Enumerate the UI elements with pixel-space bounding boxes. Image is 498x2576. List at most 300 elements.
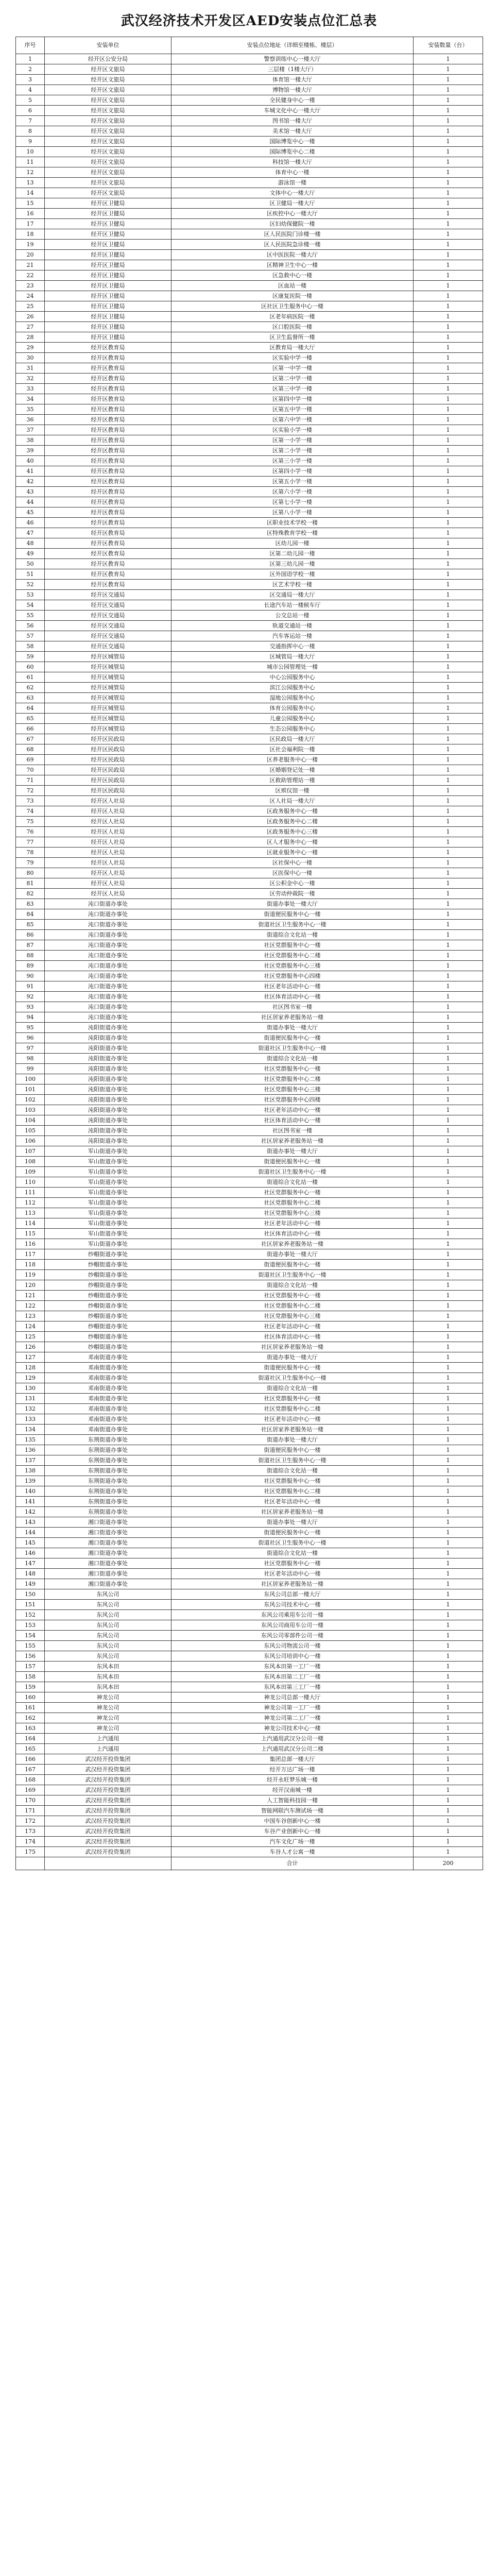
cell-install-unit: 沌阳街道办事处 bbox=[45, 1105, 171, 1115]
total-label: 合计 bbox=[171, 1857, 414, 1870]
cell-install-quantity: 1 bbox=[414, 1383, 483, 1394]
cell-index: 27 bbox=[16, 322, 45, 332]
cell-install-unit: 经开区教育局 bbox=[45, 549, 171, 559]
cell-install-address: 社区居家养老服务站一楼 bbox=[171, 1136, 414, 1146]
cell-install-address: 中国车谷创新中心一楼 bbox=[171, 1816, 414, 1826]
table-row bbox=[16, 1188, 483, 1198]
cell-install-quantity: 1 bbox=[414, 1620, 483, 1631]
cell-install-quantity: 1 bbox=[414, 1548, 483, 1558]
cell-install-unit: 邓南街道办事处 bbox=[45, 1404, 171, 1414]
cell-install-address: 社区体育活动中心一楼 bbox=[171, 1332, 414, 1342]
cell-index: 157 bbox=[16, 1662, 45, 1672]
table-row bbox=[16, 621, 483, 631]
cell-install-unit: 军山街道办事处 bbox=[45, 1218, 171, 1229]
cell-index: 81 bbox=[16, 878, 45, 889]
cell-install-unit: 沌口街道办事处 bbox=[45, 992, 171, 1002]
cell-install-unit: 东荆街道办事处 bbox=[45, 1445, 171, 1455]
cell-index: 38 bbox=[16, 435, 45, 446]
cell-install-quantity: 1 bbox=[414, 1466, 483, 1476]
cell-install-unit: 经开区教育局 bbox=[45, 404, 171, 415]
total-value: 200 bbox=[414, 1857, 483, 1870]
cell-index: 72 bbox=[16, 786, 45, 796]
cell-index: 32 bbox=[16, 374, 45, 384]
cell-index: 19 bbox=[16, 240, 45, 250]
cell-install-quantity: 1 bbox=[414, 1126, 483, 1136]
cell-install-address: 美术馆一楼大厅 bbox=[171, 126, 414, 137]
cell-index: 149 bbox=[16, 1579, 45, 1589]
table-row bbox=[16, 1734, 483, 1744]
cell-install-quantity: 1 bbox=[414, 384, 483, 394]
cell-install-unit: 沌口街道办事处 bbox=[45, 909, 171, 920]
cell-install-unit: 经开区文旅局 bbox=[45, 126, 171, 137]
cell-install-address: 街道办事处一楼大厅 bbox=[171, 1023, 414, 1033]
cell-install-address: 智能网联汽车测试场一楼 bbox=[171, 1806, 414, 1816]
cell-install-quantity: 1 bbox=[414, 137, 483, 147]
cell-index: 55 bbox=[16, 611, 45, 621]
cell-install-quantity: 1 bbox=[414, 1188, 483, 1198]
cell-install-address: 儿童公园服务中心 bbox=[171, 714, 414, 724]
cell-install-address: 区妇幼保健院一楼 bbox=[171, 219, 414, 229]
table-row bbox=[16, 384, 483, 394]
cell-index: 4 bbox=[16, 85, 45, 95]
cell-install-quantity: 1 bbox=[414, 250, 483, 260]
table-row bbox=[16, 1126, 483, 1136]
table-row bbox=[16, 219, 483, 229]
cell-index: 164 bbox=[16, 1734, 45, 1744]
table-row bbox=[16, 765, 483, 775]
cell-install-quantity: 1 bbox=[414, 703, 483, 714]
cell-install-address: 社区居家养老服务站一楼 bbox=[171, 1507, 414, 1517]
cell-install-quantity: 1 bbox=[414, 1054, 483, 1064]
cell-install-address: 区第六中学一楼 bbox=[171, 415, 414, 425]
table-row bbox=[16, 64, 483, 75]
cell-install-address: 社区党群服务中心二楼 bbox=[171, 1301, 414, 1311]
cell-install-quantity: 1 bbox=[414, 1476, 483, 1486]
table-row bbox=[16, 240, 483, 250]
cell-install-quantity: 1 bbox=[414, 1723, 483, 1734]
cell-install-address: 街道便民服务中心一楼 bbox=[171, 1033, 414, 1043]
cell-install-unit: 军山街道办事处 bbox=[45, 1188, 171, 1198]
table-row bbox=[16, 1847, 483, 1857]
cell-install-address: 街道社区卫生服务中心一楼 bbox=[171, 1455, 414, 1466]
cell-install-unit: 东风公司 bbox=[45, 1641, 171, 1651]
cell-install-address: 街道综合文化站一楼 bbox=[171, 1383, 414, 1394]
cell-install-unit: 东荆街道办事处 bbox=[45, 1486, 171, 1497]
cell-index: 100 bbox=[16, 1074, 45, 1084]
table-row bbox=[16, 456, 483, 466]
cell-install-quantity: 1 bbox=[414, 1744, 483, 1754]
cell-install-unit: 东风公司 bbox=[45, 1620, 171, 1631]
table-row bbox=[16, 662, 483, 672]
table-row bbox=[16, 281, 483, 291]
cell-install-address: 社区老年活动中心一楼 bbox=[171, 1497, 414, 1507]
cell-install-address: 区社会福利院一楼 bbox=[171, 744, 414, 755]
table-row bbox=[16, 1177, 483, 1188]
table-row bbox=[16, 1610, 483, 1620]
cell-index: 121 bbox=[16, 1291, 45, 1301]
cell-install-unit: 沌阳街道办事处 bbox=[45, 1023, 171, 1033]
cell-index: 57 bbox=[16, 631, 45, 641]
cell-install-unit: 纱帽街道办事处 bbox=[45, 1260, 171, 1270]
cell-install-unit: 经开区人社局 bbox=[45, 858, 171, 868]
cell-install-unit: 经开区卫健局 bbox=[45, 250, 171, 260]
cell-install-quantity: 1 bbox=[414, 1105, 483, 1115]
table-row bbox=[16, 930, 483, 940]
cell-index: 175 bbox=[16, 1847, 45, 1857]
cell-install-unit: 经开区教育局 bbox=[45, 507, 171, 518]
cell-install-quantity: 1 bbox=[414, 538, 483, 549]
cell-index: 71 bbox=[16, 775, 45, 786]
cell-install-quantity: 1 bbox=[414, 971, 483, 981]
cell-install-unit: 邓南街道办事处 bbox=[45, 1394, 171, 1404]
cell-install-quantity: 1 bbox=[414, 1280, 483, 1291]
cell-index: 25 bbox=[16, 301, 45, 312]
table-row bbox=[16, 868, 483, 878]
cell-install-address: 区第三中学一楼 bbox=[171, 384, 414, 394]
cell-install-unit: 经开区民政局 bbox=[45, 734, 171, 744]
cell-index: 70 bbox=[16, 765, 45, 775]
cell-install-unit: 经开区文旅局 bbox=[45, 178, 171, 188]
table-total-row bbox=[16, 1857, 483, 1870]
cell-install-address: 区第二中学一楼 bbox=[171, 374, 414, 384]
table-row bbox=[16, 734, 483, 744]
cell-index: 73 bbox=[16, 796, 45, 806]
table-row bbox=[16, 1631, 483, 1641]
cell-install-quantity: 1 bbox=[414, 322, 483, 332]
table-row bbox=[16, 858, 483, 868]
cell-install-address: 东风公司零部件公司一楼 bbox=[171, 1631, 414, 1641]
cell-index: 173 bbox=[16, 1826, 45, 1837]
cell-index: 92 bbox=[16, 992, 45, 1002]
total-blank-cell bbox=[16, 1857, 45, 1870]
cell-install-unit: 武汉经开投资集团 bbox=[45, 1816, 171, 1826]
cell-install-unit: 经开区卫健局 bbox=[45, 240, 171, 250]
table-row bbox=[16, 343, 483, 353]
cell-install-unit: 沌口街道办事处 bbox=[45, 920, 171, 930]
cell-install-quantity: 1 bbox=[414, 755, 483, 765]
cell-install-quantity: 1 bbox=[414, 786, 483, 796]
table-row bbox=[16, 1795, 483, 1806]
table-row bbox=[16, 1352, 483, 1363]
cell-index: 140 bbox=[16, 1486, 45, 1497]
cell-install-unit: 纱帽街道办事处 bbox=[45, 1291, 171, 1301]
table-row bbox=[16, 1023, 483, 1033]
cell-index: 64 bbox=[16, 703, 45, 714]
cell-install-unit: 经开区卫健局 bbox=[45, 229, 171, 240]
cell-install-quantity: 1 bbox=[414, 466, 483, 477]
cell-install-quantity: 1 bbox=[414, 1033, 483, 1043]
table-row bbox=[16, 363, 483, 374]
cell-install-quantity: 1 bbox=[414, 312, 483, 322]
cell-install-quantity: 1 bbox=[414, 435, 483, 446]
cell-install-quantity: 1 bbox=[414, 1703, 483, 1713]
table-row bbox=[16, 157, 483, 167]
cell-install-unit: 东荆街道办事处 bbox=[45, 1455, 171, 1466]
cell-install-address: 社区党群服务中心三楼 bbox=[171, 961, 414, 971]
cell-index: 26 bbox=[16, 312, 45, 322]
cell-install-quantity: 1 bbox=[414, 64, 483, 75]
cell-index: 37 bbox=[16, 425, 45, 435]
cell-install-address: 体育馆一楼大厅 bbox=[171, 75, 414, 85]
cell-install-quantity: 1 bbox=[414, 1538, 483, 1548]
cell-install-unit: 神龙公司 bbox=[45, 1692, 171, 1703]
cell-install-quantity: 1 bbox=[414, 198, 483, 209]
cell-index: 29 bbox=[16, 343, 45, 353]
cell-index: 154 bbox=[16, 1631, 45, 1641]
cell-index: 127 bbox=[16, 1352, 45, 1363]
cell-install-quantity: 1 bbox=[414, 1579, 483, 1589]
cell-install-address: 上汽通用武汉分公司二楼 bbox=[171, 1744, 414, 1754]
cell-install-quantity: 1 bbox=[414, 497, 483, 507]
cell-index: 125 bbox=[16, 1332, 45, 1342]
table-row bbox=[16, 1765, 483, 1775]
cell-install-address: 街道社区卫生服务中心一楼 bbox=[171, 920, 414, 930]
table-row bbox=[16, 549, 483, 559]
cell-install-address: 区教育局一楼大厅 bbox=[171, 343, 414, 353]
cell-index: 114 bbox=[16, 1218, 45, 1229]
cell-install-quantity: 1 bbox=[414, 1260, 483, 1270]
table-row bbox=[16, 1558, 483, 1569]
cell-install-unit: 经开区文旅局 bbox=[45, 64, 171, 75]
table-row bbox=[16, 1744, 483, 1754]
table-row bbox=[16, 1218, 483, 1229]
table-row bbox=[16, 415, 483, 425]
cell-install-address: 社区居家养老服务站一楼 bbox=[171, 1579, 414, 1589]
cell-install-quantity: 1 bbox=[414, 631, 483, 641]
cell-install-unit: 武汉经开投资集团 bbox=[45, 1785, 171, 1795]
cell-install-unit: 沌阳街道办事处 bbox=[45, 1084, 171, 1095]
cell-install-quantity: 1 bbox=[414, 1826, 483, 1837]
cell-install-address: 三层楼（1楼大厅） bbox=[171, 64, 414, 75]
aed-summary-table bbox=[15, 37, 483, 1870]
cell-install-address: 区殡仪馆一楼 bbox=[171, 786, 414, 796]
cell-install-unit: 沌口街道办事处 bbox=[45, 1002, 171, 1012]
cell-install-address: 街道便民服务中心一楼 bbox=[171, 1363, 414, 1373]
cell-install-unit: 神龙公司 bbox=[45, 1713, 171, 1723]
cell-install-address: 车城文化中心一楼大厅 bbox=[171, 106, 414, 116]
cell-install-address: 街道综合文化站一楼 bbox=[171, 1054, 414, 1064]
cell-index: 62 bbox=[16, 683, 45, 693]
cell-install-address: 神龙公司技术中心一楼 bbox=[171, 1723, 414, 1734]
cell-index: 137 bbox=[16, 1455, 45, 1466]
cell-index: 51 bbox=[16, 569, 45, 580]
cell-install-unit: 邓南街道办事处 bbox=[45, 1363, 171, 1373]
cell-install-address: 区老年病医院一楼 bbox=[171, 312, 414, 322]
cell-index: 136 bbox=[16, 1445, 45, 1455]
cell-install-unit: 经开区教育局 bbox=[45, 487, 171, 497]
header-install-unit: 安装单位 bbox=[45, 37, 171, 54]
cell-install-address: 体育中心一楼 bbox=[171, 167, 414, 178]
cell-index: 163 bbox=[16, 1723, 45, 1734]
cell-install-address: 区人社局一楼大厅 bbox=[171, 796, 414, 806]
cell-install-unit: 上汽通用 bbox=[45, 1734, 171, 1744]
table-row bbox=[16, 1383, 483, 1394]
cell-install-address: 区人民医院急诊楼一楼 bbox=[171, 240, 414, 250]
table-row bbox=[16, 1002, 483, 1012]
cell-install-address: 社区老年活动中心一楼 bbox=[171, 1321, 414, 1332]
cell-index: 50 bbox=[16, 559, 45, 569]
table-row bbox=[16, 1095, 483, 1105]
cell-install-address: 社区党群服务中心二楼 bbox=[171, 1074, 414, 1084]
cell-install-unit: 经开区卫健局 bbox=[45, 219, 171, 229]
cell-install-quantity: 1 bbox=[414, 167, 483, 178]
table-row bbox=[16, 1105, 483, 1115]
cell-index: 104 bbox=[16, 1115, 45, 1126]
cell-install-quantity: 1 bbox=[414, 1847, 483, 1857]
cell-index: 159 bbox=[16, 1682, 45, 1692]
cell-index: 129 bbox=[16, 1373, 45, 1383]
cell-install-unit: 纱帽街道办事处 bbox=[45, 1332, 171, 1342]
cell-install-address: 社区党群服务中心一楼 bbox=[171, 940, 414, 951]
cell-install-quantity: 1 bbox=[414, 456, 483, 466]
cell-install-quantity: 1 bbox=[414, 1146, 483, 1157]
cell-install-address: 区第五小学一楼 bbox=[171, 477, 414, 487]
table-row bbox=[16, 899, 483, 909]
cell-install-address: 区疾控中心一楼大厅 bbox=[171, 209, 414, 219]
cell-install-address: 区第七小学一楼 bbox=[171, 497, 414, 507]
cell-install-address: 街道社区卫生服务中心一楼 bbox=[171, 1043, 414, 1054]
cell-install-unit: 经开区教育局 bbox=[45, 425, 171, 435]
cell-install-address: 区政务服务中心二楼 bbox=[171, 817, 414, 827]
table-row bbox=[16, 1435, 483, 1445]
cell-index: 66 bbox=[16, 724, 45, 734]
table-row bbox=[16, 188, 483, 198]
table-row bbox=[16, 744, 483, 755]
table-row bbox=[16, 1373, 483, 1383]
cell-install-address: 社区党群服务中心三楼 bbox=[171, 1208, 414, 1218]
table-row bbox=[16, 1270, 483, 1280]
cell-install-unit: 东荆街道办事处 bbox=[45, 1435, 171, 1445]
cell-index: 88 bbox=[16, 951, 45, 961]
cell-index: 85 bbox=[16, 920, 45, 930]
cell-index: 93 bbox=[16, 1002, 45, 1012]
cell-install-quantity: 1 bbox=[414, 518, 483, 528]
cell-install-unit: 经开区文旅局 bbox=[45, 116, 171, 126]
cell-install-unit: 经开区城管局 bbox=[45, 724, 171, 734]
table-row bbox=[16, 1414, 483, 1425]
cell-index: 144 bbox=[16, 1528, 45, 1538]
cell-install-quantity: 1 bbox=[414, 85, 483, 95]
cell-index: 134 bbox=[16, 1425, 45, 1435]
cell-install-unit: 经开区教育局 bbox=[45, 559, 171, 569]
table-row bbox=[16, 1826, 483, 1837]
cell-install-unit: 经开区城管局 bbox=[45, 672, 171, 683]
table-row bbox=[16, 1311, 483, 1321]
cell-install-quantity: 1 bbox=[414, 1662, 483, 1672]
cell-install-quantity: 1 bbox=[414, 1837, 483, 1847]
cell-install-address: 区康复医院一楼 bbox=[171, 291, 414, 301]
table-row bbox=[16, 312, 483, 322]
cell-install-quantity: 1 bbox=[414, 209, 483, 219]
cell-install-address: 经开永旺梦乐城一楼 bbox=[171, 1775, 414, 1785]
table-row bbox=[16, 1404, 483, 1414]
cell-install-address: 区第一小学一楼 bbox=[171, 435, 414, 446]
cell-install-address: 区幼儿园一楼 bbox=[171, 538, 414, 549]
table-row bbox=[16, 1517, 483, 1528]
cell-index: 152 bbox=[16, 1610, 45, 1620]
table-row bbox=[16, 1445, 483, 1455]
cell-install-address: 车谷人才公寓一楼 bbox=[171, 1847, 414, 1857]
table-row bbox=[16, 714, 483, 724]
table-row bbox=[16, 1342, 483, 1352]
cell-index: 98 bbox=[16, 1054, 45, 1064]
cell-install-address: 区养老服务中心一楼 bbox=[171, 755, 414, 765]
cell-install-unit: 东荆街道办事处 bbox=[45, 1476, 171, 1486]
cell-install-unit: 经开区教育局 bbox=[45, 446, 171, 456]
cell-install-address: 街道综合文化站一楼 bbox=[171, 930, 414, 940]
cell-install-unit: 东风公司 bbox=[45, 1589, 171, 1600]
table-row bbox=[16, 1703, 483, 1713]
cell-index: 43 bbox=[16, 487, 45, 497]
cell-index: 172 bbox=[16, 1816, 45, 1826]
table-row bbox=[16, 817, 483, 827]
cell-install-unit: 经开区人社局 bbox=[45, 837, 171, 848]
cell-install-unit: 经开区卫健局 bbox=[45, 198, 171, 209]
cell-install-quantity: 1 bbox=[414, 641, 483, 652]
table-row bbox=[16, 404, 483, 415]
cell-index: 24 bbox=[16, 291, 45, 301]
cell-install-unit: 经开区教育局 bbox=[45, 363, 171, 374]
cell-install-quantity: 1 bbox=[414, 363, 483, 374]
cell-install-unit: 经开区教育局 bbox=[45, 538, 171, 549]
cell-install-unit: 军山街道办事处 bbox=[45, 1239, 171, 1249]
table-row bbox=[16, 590, 483, 600]
cell-install-address: 中心公园服务中心 bbox=[171, 672, 414, 683]
cell-install-address: 区城管局一楼大厅 bbox=[171, 652, 414, 662]
cell-install-address: 交通指挥中心一楼 bbox=[171, 641, 414, 652]
cell-install-unit: 武汉经开投资集团 bbox=[45, 1765, 171, 1775]
cell-install-address: 社区党群服务中心二楼 bbox=[171, 1198, 414, 1208]
cell-install-quantity: 1 bbox=[414, 1239, 483, 1249]
table-row bbox=[16, 641, 483, 652]
cell-install-unit: 经开区文旅局 bbox=[45, 95, 171, 106]
table-row bbox=[16, 209, 483, 219]
cell-install-address: 区社保中心一楼 bbox=[171, 858, 414, 868]
table-row bbox=[16, 672, 483, 683]
cell-install-address: 街道综合文化站一楼 bbox=[171, 1280, 414, 1291]
cell-index: 146 bbox=[16, 1548, 45, 1558]
cell-index: 87 bbox=[16, 940, 45, 951]
table-row bbox=[16, 806, 483, 817]
cell-install-quantity: 1 bbox=[414, 240, 483, 250]
cell-install-address: 汽车客运站一楼 bbox=[171, 631, 414, 641]
cell-install-quantity: 1 bbox=[414, 95, 483, 106]
cell-install-unit: 纱帽街道办事处 bbox=[45, 1301, 171, 1311]
cell-index: 5 bbox=[16, 95, 45, 106]
cell-install-quantity: 1 bbox=[414, 817, 483, 827]
cell-install-unit: 经开区教育局 bbox=[45, 374, 171, 384]
cell-index: 139 bbox=[16, 1476, 45, 1486]
table-row bbox=[16, 951, 483, 961]
cell-index: 2 bbox=[16, 64, 45, 75]
cell-install-unit: 经开区卫健局 bbox=[45, 322, 171, 332]
table-row bbox=[16, 683, 483, 693]
cell-install-unit: 经开区交通局 bbox=[45, 631, 171, 641]
cell-index: 116 bbox=[16, 1239, 45, 1249]
cell-install-address: 文体中心一楼大厅 bbox=[171, 188, 414, 198]
cell-index: 15 bbox=[16, 198, 45, 209]
cell-install-address: 街道办事处一楼大厅 bbox=[171, 1517, 414, 1528]
cell-install-address: 街道办事处一楼大厅 bbox=[171, 899, 414, 909]
cell-install-unit: 经开区教育局 bbox=[45, 435, 171, 446]
cell-install-quantity: 1 bbox=[414, 301, 483, 312]
cell-install-quantity: 1 bbox=[414, 878, 483, 889]
cell-install-quantity: 1 bbox=[414, 260, 483, 270]
cell-install-unit: 沌阳街道办事处 bbox=[45, 1064, 171, 1074]
cell-install-quantity: 1 bbox=[414, 961, 483, 971]
cell-index: 133 bbox=[16, 1414, 45, 1425]
cell-index: 36 bbox=[16, 415, 45, 425]
